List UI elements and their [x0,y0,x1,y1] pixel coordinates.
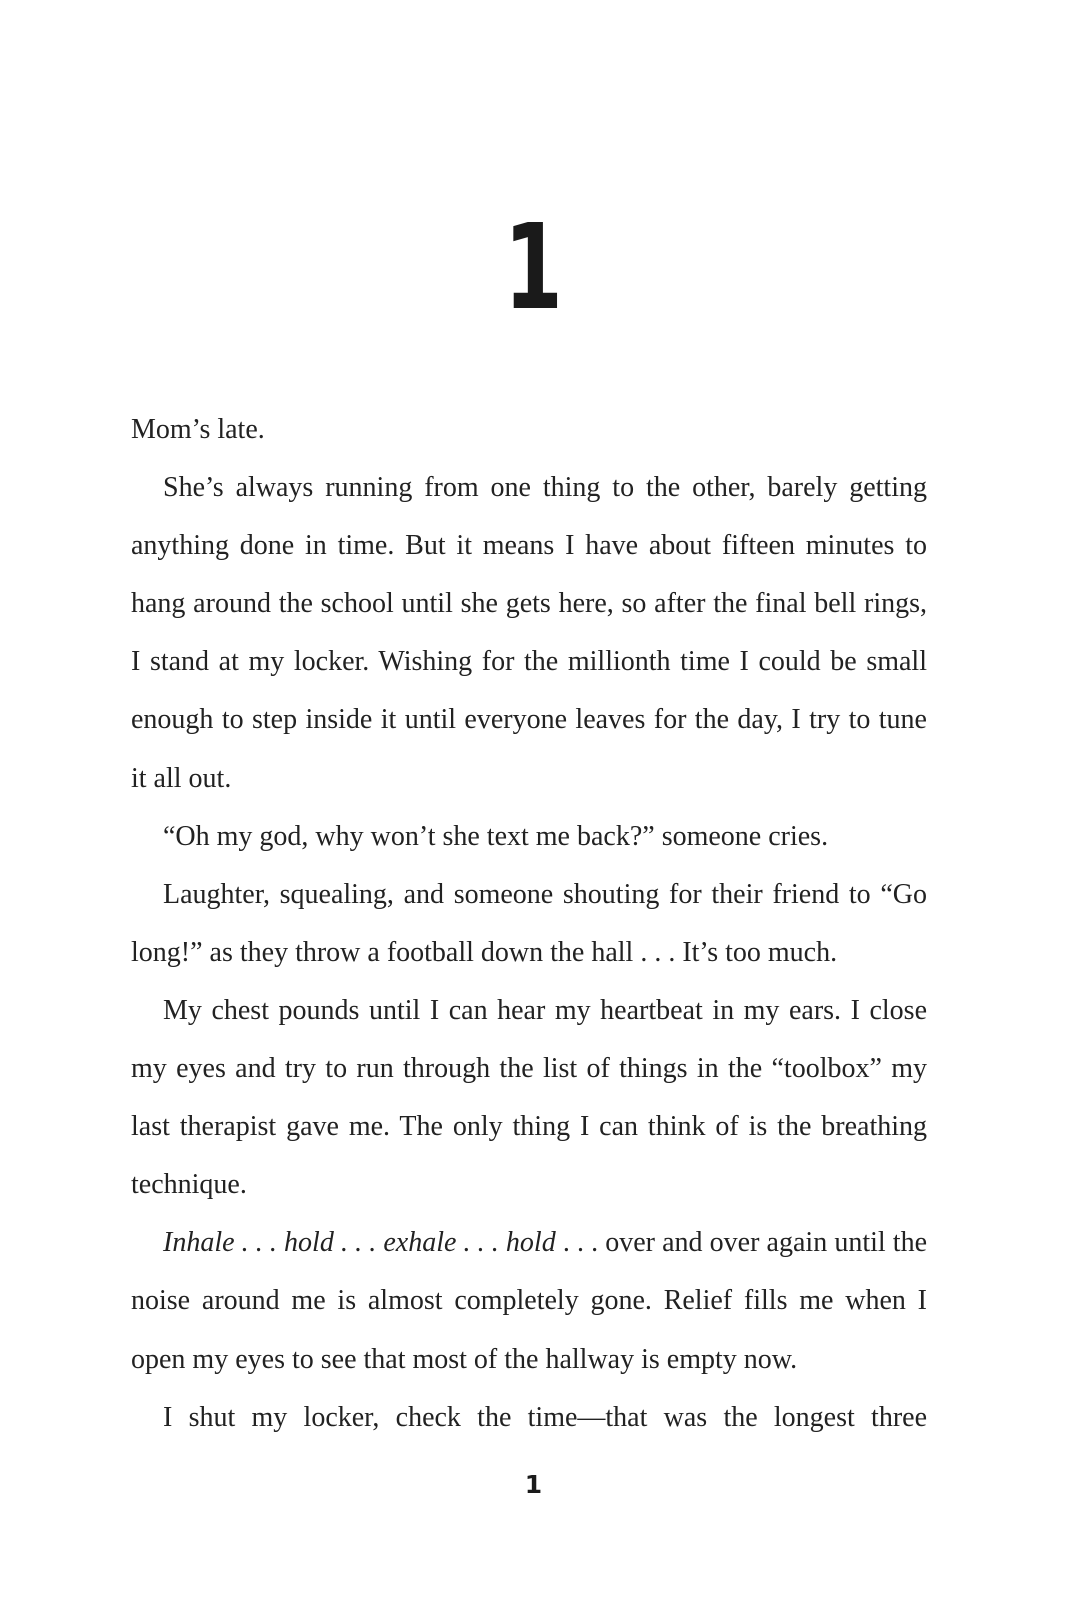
paragraph-3: “Oh my god, why won’t she text me back?” someone cries. [163,820,829,852]
paragraph-6 [131,1214,927,1388]
paragraph-4: Laughter, squealing, and someone shouting for their friend to “Go long!” as they throw a football down the hall . . . It’s too much. [131,878,927,968]
page-number: 1 [524,1470,543,1499]
paragraph-2: She’s always running from one thing to the other, barely getting anything done in time. But it means I have about fifteen minutes to hang around the school until she gets here, so after the final bell rings, I stand at my locker. Wishing for the millionth time I could be small enough to step inside it until everyone leaves for the day, I try to tune it all out. [131,472,927,794]
paragraph-7: I shut my locker, check the time—that was the longest three [163,1401,927,1433]
paragraph-6-text: . . . over and over again until the noise around me is almost completely gone. Relief fills me when I open my eyes to see that most of the hallway is empty now. [131,1227,927,1375]
paragraph-5: My chest pounds until I can hear my heartbeat in my ears. I close my eyes and try to run through the list of things in the “toolbox” my last therapist gave me. The only thing I can think of is the breathing technique. [131,994,927,1201]
breathing-italic-text: Inhale . . . hold . . . exhale . . . hold [163,1227,556,1259]
chapter-number: 1 [503,198,563,336]
chapter-body [131,401,927,1447]
paragraph-1: Mom’s late. [131,414,265,445]
